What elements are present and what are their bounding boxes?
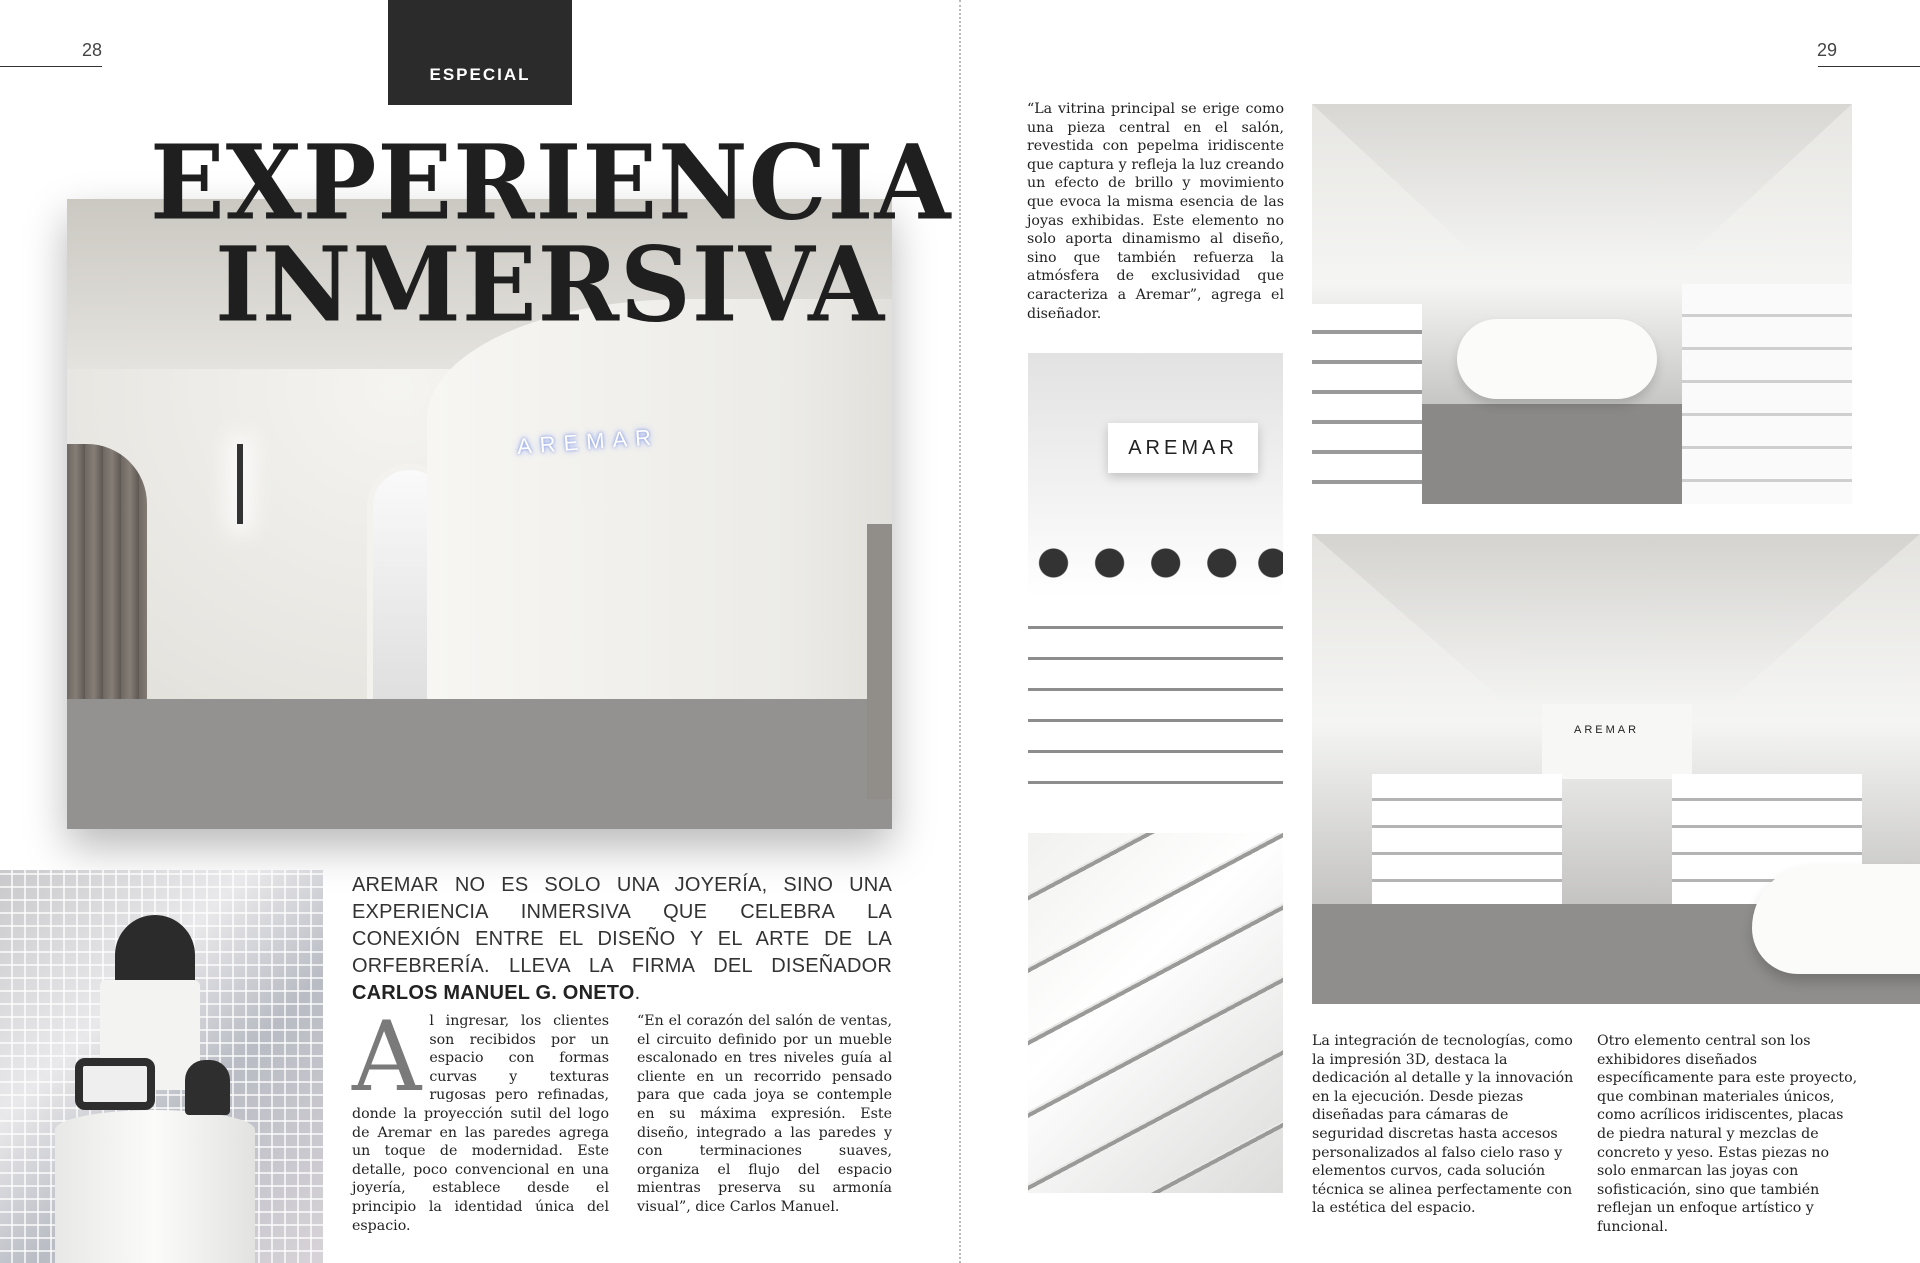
mosaic-display-photo [0,870,323,1263]
ring-stand [75,1058,155,1110]
body-column-2: “En el corazón del salón de ventas, el circuito definido por un mueble escalonado en tres niveles guía al cliente en un recorrido pensado para que cada joya se contemple en su máxima expresión. Este diseño, integrado a las paredes y con terminaciones suaves, organiza el flujo del espacio mientras preserva su armonía visual”, dice Carlos Manuel. [637,1013,892,1215]
aremar-sign-photo [1028,353,1283,798]
wide-wall-sign: AREMAR [1574,724,1640,736]
article-title [150,123,952,346]
title-line-2: INMERSIVA [215,225,886,346]
spread-gutter [959,0,961,1263]
curved-sofa [1457,319,1657,399]
lead-designer: CARLOS MANUEL G. ONETO [352,982,635,1004]
counter-left [1312,304,1422,504]
counter-right [1682,284,1852,504]
body-column-3: “La vitrina principal se erige como una pieza central en el salón, revestida con pepelma iridiscente que captura y refleja la luz creando un efecto de brillo y movimiento que evoca la misma esencia de las joyas exhibidas. Este elemento no solo aporta dinamismo al diseño, sino que también refuerza la atmósfera de exclusividad que caracteriza a Aremar”, agrega el diseñador. [1027,101,1284,322]
title-line-1: EXPERIENCIA [150,123,952,244]
store-interior-photo-top [1312,104,1852,504]
section-tab [388,0,572,105]
drawer-unit [1028,598,1283,798]
wide-ceiling-light [1312,534,1920,704]
wide-sofa [1752,864,1920,974]
hero-side-bar [867,524,892,799]
page-rule-left [0,66,102,67]
page-rule-right [1818,66,1920,67]
aremar-sign-text: AREMAR [1128,436,1238,459]
section-label: ESPECIAL [429,65,531,84]
ceiling-light-strip [1312,104,1852,254]
lead-end: . [634,982,641,1004]
lead-text: AREMAR NO ES SOLO UNA JOYERÍA, SINO UNA EXPERIENCIA INMERSIVA QUE CELEBRA LA CONEXIÓN ENTRE EL DISEÑO Y EL ARTE DE LA ORFEBRERÍA. LLEVA LA FIRMA DEL DISEÑADOR [352,874,892,977]
page-number-right: 29 [1817,40,1838,60]
drawer-slots [1028,833,1283,1193]
drawer-detail-photo [1028,833,1283,1193]
hero-floor [67,699,892,829]
lead-paragraph [352,872,892,1007]
back-wall [1542,704,1692,779]
body-column-1 [352,1001,609,1235]
wide-counter-left [1372,774,1562,904]
small-stand [185,1060,230,1115]
aremar-sign-box [1108,423,1258,473]
body-column-4: La integración de tecnologías, como la impresión 3D, destaca la dedicación al detalle y la innovación en la ejecución. Desde piezas diseñadas para cámaras de seguridad discretas hasta accesos personalizados al falso cielo raso y elementos curvos, cada solución técnica se alinea perfectamente con la estética del espacio. [1312,1033,1574,1217]
body-column-5: Otro elemento central son los exhibidores diseñados específicamente para este proyecto, que combinan materiales únicos, como acrílicos iridiscentes, placas de piedra natural y mezclas de concreto y yeso. Estas piezas no solo enmarcan las joyas con sofisticación, sino que también reflejan un enfoque artístico y funcional. [1597,1033,1858,1235]
main-pedestal [55,1110,255,1263]
hero-wall-lamp [237,444,243,524]
page-number-left: 28 [82,40,103,60]
drop-cap: A [352,1001,422,1113]
column-1-text: l ingresar, los clientes son recibidos por un espacio con formas curvas y texturas rugosas pero refinadas, donde la proyección sutil del logo de Aremar en las paredes agrega un toque de modernidad. Este detalle, poco convencional en una joyería, establece desde el principio la identidad única del espacio. [352,1013,609,1234]
hero-projected-logo: AREMAR [516,424,660,459]
jewelry-stands [1028,533,1283,583]
store-interior-photo-wide [1312,534,1920,1004]
